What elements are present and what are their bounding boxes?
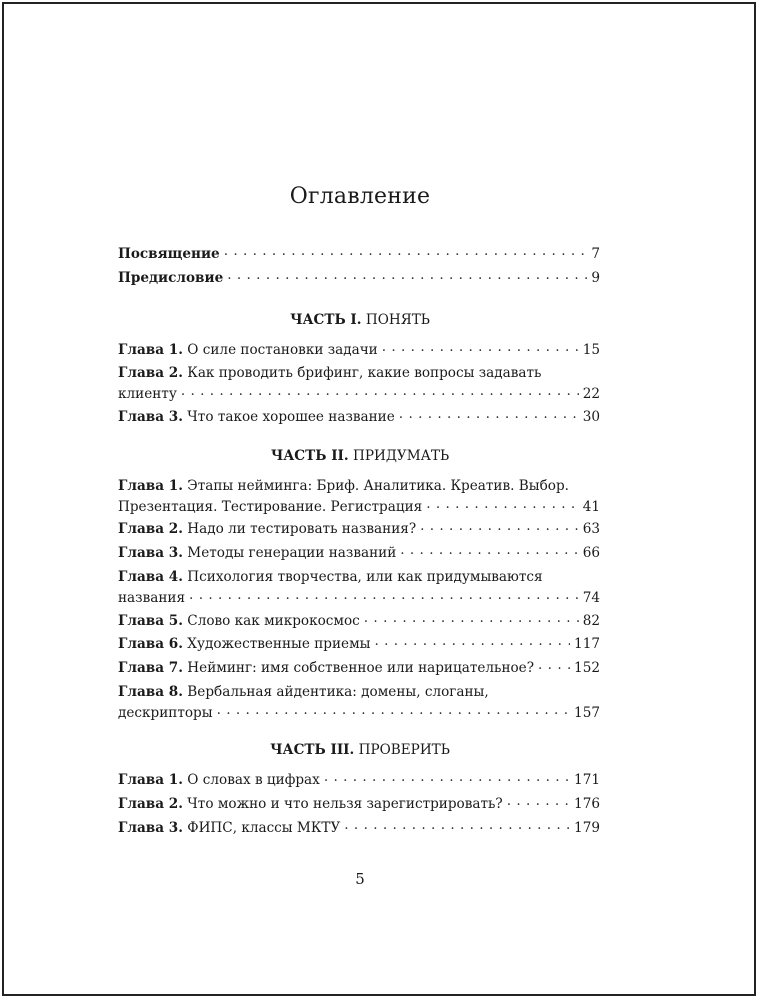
entry-page: 152 bbox=[574, 660, 600, 676]
chapter-title-continued: клиенту bbox=[118, 386, 177, 402]
toc-entry-chapter[interactable] bbox=[118, 794, 600, 815]
chapter-title-line bbox=[118, 363, 600, 384]
chapter-title: Нейминг: имя собственное или нарицательное? bbox=[187, 660, 535, 676]
entry-label: Предисловие bbox=[118, 270, 224, 286]
chapter-number: Глава 2. bbox=[118, 796, 183, 812]
entry-page: 82 bbox=[582, 613, 600, 629]
chapter-title: О словах в цифрах bbox=[187, 772, 320, 788]
entry-page: 117 bbox=[574, 636, 600, 652]
toc-entry-chapter[interactable] bbox=[118, 770, 600, 791]
chapter-title: Художественные приемы bbox=[187, 636, 371, 652]
dot-leader bbox=[324, 770, 570, 784]
chapter-title-line bbox=[118, 682, 600, 703]
entry-page: 41 bbox=[582, 499, 600, 515]
dot-leader bbox=[420, 519, 579, 533]
dot-leader bbox=[507, 794, 570, 808]
toc-entry-chapter[interactable] bbox=[118, 682, 600, 724]
dot-leader bbox=[217, 703, 570, 717]
entry-page: 176 bbox=[574, 796, 600, 812]
chapter-title: Как проводить брифинг, какие вопросы задавать bbox=[187, 365, 542, 381]
entry-page: 74 bbox=[582, 590, 600, 606]
entry-page: 179 bbox=[574, 820, 600, 836]
chapter-title-continued: дескрипторы bbox=[118, 705, 213, 721]
chapter-number: Глава 3. bbox=[118, 409, 183, 425]
part-label: ЧАСТЬ I. bbox=[290, 312, 362, 328]
dot-leader bbox=[181, 384, 579, 398]
chapter-title: Вербальная айдентика: домены, слоганы, bbox=[187, 684, 489, 700]
toc-entry-chapter[interactable] bbox=[118, 658, 600, 679]
chapter-title: Психология творчества, или как придумываются bbox=[187, 569, 543, 585]
part-name: ПРИДУМАТЬ bbox=[352, 448, 450, 464]
entry-page: 66 bbox=[582, 545, 600, 561]
chapter-number: Глава 3. bbox=[118, 820, 183, 836]
chapter-number: Глава 1. bbox=[118, 478, 183, 494]
chapter-title: Слово как микрокосмос bbox=[187, 613, 360, 629]
toc-entry-chapter[interactable] bbox=[118, 567, 600, 609]
chapter-number: Глава 7. bbox=[118, 660, 183, 676]
chapter-title: ФИПС, классы МКТУ bbox=[187, 820, 341, 836]
toc-entry-chapter[interactable] bbox=[118, 340, 600, 361]
toc-entry-chapter[interactable] bbox=[118, 363, 600, 405]
chapter-number: Глава 4. bbox=[118, 569, 183, 585]
dot-leader bbox=[400, 543, 578, 557]
entry-page: 7 bbox=[591, 246, 600, 262]
dot-leader bbox=[344, 818, 570, 832]
dot-leader bbox=[426, 497, 578, 511]
chapter-number: Глава 8. bbox=[118, 684, 183, 700]
part-label: ЧАСТЬ III. bbox=[270, 742, 355, 758]
entry-page: 63 bbox=[582, 521, 600, 537]
part-name: ПОНЯТЬ bbox=[365, 312, 430, 328]
entry-page: 15 bbox=[582, 342, 600, 358]
chapter-number: Глава 3. bbox=[118, 545, 183, 561]
entry-page: 30 bbox=[582, 409, 600, 425]
part-heading bbox=[118, 448, 602, 464]
chapter-title-line bbox=[118, 567, 600, 588]
entry-page: 22 bbox=[582, 386, 600, 402]
chapter-title-continued: Презентация. Тестирование. Регистрация bbox=[118, 499, 423, 515]
toc-entry-dedication[interactable] bbox=[118, 244, 600, 265]
dot-leader bbox=[364, 611, 579, 625]
toc-entry-chapter[interactable] bbox=[118, 476, 600, 518]
chapter-title: Надо ли тестировать названия? bbox=[187, 521, 417, 537]
toc-entry-chapter[interactable] bbox=[118, 634, 600, 655]
toc-entry-chapter[interactable] bbox=[118, 407, 600, 428]
part-heading bbox=[118, 742, 602, 758]
entry-page: 9 bbox=[591, 270, 600, 286]
chapter-title-line bbox=[118, 476, 600, 497]
chapter-title-continued: названия bbox=[118, 590, 186, 606]
part-label: ЧАСТЬ II. bbox=[270, 448, 349, 464]
toc-title: Оглавление bbox=[289, 184, 431, 209]
chapter-title: О силе постановки задачи bbox=[187, 342, 378, 358]
dot-leader bbox=[399, 407, 579, 421]
toc-entry-chapter[interactable] bbox=[118, 818, 600, 839]
chapter-title: Этапы нейминга: Бриф. Аналитика. Креатив. Выбор. bbox=[187, 478, 569, 494]
chapter-number: Глава 1. bbox=[118, 342, 183, 358]
toc-entry-preface[interactable] bbox=[118, 268, 600, 289]
part-heading bbox=[118, 312, 602, 328]
page-number: 5 bbox=[355, 870, 365, 888]
dot-leader bbox=[374, 634, 570, 648]
dot-leader bbox=[224, 244, 588, 258]
dot-leader bbox=[538, 658, 570, 672]
dot-leader bbox=[227, 268, 587, 282]
toc-entry-chapter[interactable] bbox=[118, 543, 600, 564]
chapter-title: Что можно и что нельзя зарегистрировать? bbox=[187, 796, 503, 812]
chapter-number: Глава 1. bbox=[118, 772, 183, 788]
entry-page: 157 bbox=[574, 705, 600, 721]
entry-label: Посвящение bbox=[118, 246, 220, 262]
dot-leader bbox=[382, 340, 579, 354]
chapter-number: Глава 6. bbox=[118, 636, 183, 652]
entry-page: 171 bbox=[574, 772, 600, 788]
part-name: ПРОВЕРИТЬ bbox=[358, 742, 450, 758]
chapter-number: Глава 2. bbox=[118, 365, 183, 381]
chapter-number: Глава 5. bbox=[118, 613, 183, 629]
dot-leader bbox=[189, 588, 579, 602]
toc-entry-chapter[interactable] bbox=[118, 519, 600, 540]
chapter-title: Методы генерации названий bbox=[187, 545, 397, 561]
chapter-number: Глава 2. bbox=[118, 521, 183, 537]
toc-entry-chapter[interactable] bbox=[118, 611, 600, 632]
book-page bbox=[2, 2, 756, 996]
chapter-title: Что такое хорошее название bbox=[187, 409, 395, 425]
